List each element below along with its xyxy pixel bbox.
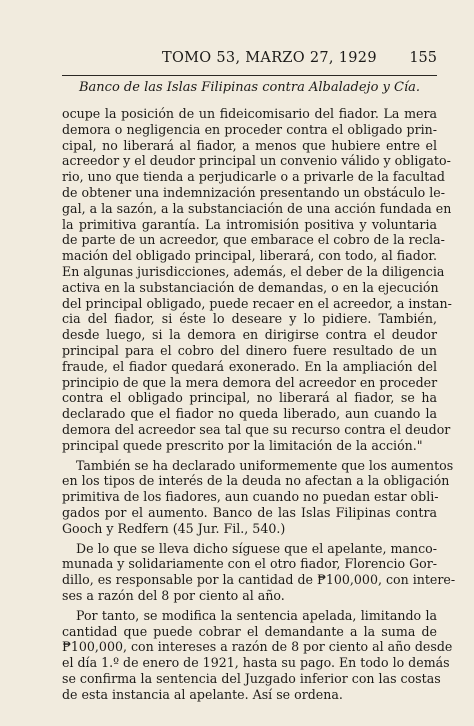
text-line: ses a razón del 8 por ciento al año. [62, 587, 285, 603]
text-line: activa en la substanciación de demandas, o en la ejecución [62, 279, 439, 295]
header-rule [62, 75, 437, 76]
text-line: principio de que la mera demora del acreedor en proceder [62, 374, 438, 390]
text-line: demora o negligencia en proceder contra el obligado prin- [62, 121, 437, 137]
paragraph-interest-rates [62, 457, 454, 537]
text-line: principal quede prescrito por la limitación de la acción." [62, 437, 423, 453]
text-line: ocupe la posición de un fideicomisario del fiador. La mera [62, 106, 437, 121]
text-line: cia del fiador, si éste lo deseare y lo pidiere. También, [62, 311, 437, 327]
paragraph-judgment [62, 607, 453, 703]
text-line: en los tipos de interés de la deuda no afectan a la obligación [62, 473, 450, 489]
running-title: TOMO 53, MARZO 27, 1929 [162, 50, 377, 66]
text-line: También se ha declarado uniformemente que los aumentos [76, 457, 454, 473]
text-line: desde luego, si la demora en dirigirse contra el deudor [62, 327, 437, 343]
text-line: En algunas jurisdicciones, además, el deber de la diligencia [62, 263, 445, 279]
paragraph-liability [62, 540, 456, 604]
text-line: la primitiva garantía. La intromisión positiva y voluntaria [62, 216, 437, 232]
text-line: de parte de un acreedor, que embarace el cobro de la recla- [62, 232, 445, 248]
text-line: ₱100,000, con intereses a razón de 8 por ciento al año desde [62, 639, 453, 655]
text-line: contra el obligado principal, no liberará al fiador, se ha [62, 390, 437, 406]
text-line: demora del acreedor sea tal que su recurso contra el deudor [62, 421, 451, 437]
text-line: primitiva de los fiadores, aun cuando no puedan estar obli- [62, 489, 439, 505]
text-line: gados por el aumento. Banco de las Islas Filipinas contra [62, 504, 437, 520]
text-line: de esta instancia al apelante. Así se ordena. [62, 686, 343, 702]
text-line: gal, a la sazón, a la substanciación de una acción fundada en [62, 200, 452, 216]
text-line: rio, uno que tienda a perjudicarle o a privarle de la facultad [62, 169, 445, 185]
text-line: principal para el cobro del dinero fuere resultado de un [62, 342, 437, 358]
text-line: cantidad que puede cobrar el demandante a la suma de [62, 623, 437, 639]
text-line: acreedor y el deudor principal un convenio válido y obligato- [62, 153, 451, 169]
text-line: mación del obligado principal, liberará, con todo, al fiador. [62, 248, 438, 264]
text-line: Gooch y Redfern (45 Jur. Fil., 540.) [62, 520, 286, 536]
text-line: fraude, el fiador quedará exonerado. En la ampliación del [62, 358, 437, 374]
text-line: del principal obligado, puede recaer en el acreedor, a instan- [62, 295, 452, 311]
text-line: cipal, no liberará al fiador, a menos que hubiere entre el [62, 137, 437, 153]
case-title: Banco de las Islas Filipinas contra Albaladejo y Cía. [79, 80, 420, 95]
text-line: munada y solidariamente con el otro fiador, Florencio Gor- [62, 556, 437, 572]
text-line: declarado que el fiador no queda liberado, aun cuando la [62, 406, 437, 422]
quote-paragraph [62, 106, 452, 454]
text-line: De lo que se lleva dicho síguese que el apelante, manco- [76, 540, 437, 556]
running-head [62, 50, 437, 70]
text-line: el día 1.º de enero de 1921, hasta su pago. En todo lo demás [62, 655, 450, 671]
text-line: de obtener una indemnización presentando un obstáculo le- [62, 184, 445, 200]
text-line: Por tanto, se modifica la sentencia apelada, limitando la [76, 607, 437, 623]
page-number: 155 [409, 50, 437, 66]
text-line: dillo, es responsable por la cantidad de ₱100,000, con intere- [62, 572, 456, 588]
text-line: se confirma la sentencia del Juzgado inferior con las costas [62, 670, 441, 686]
body-text [62, 106, 456, 702]
